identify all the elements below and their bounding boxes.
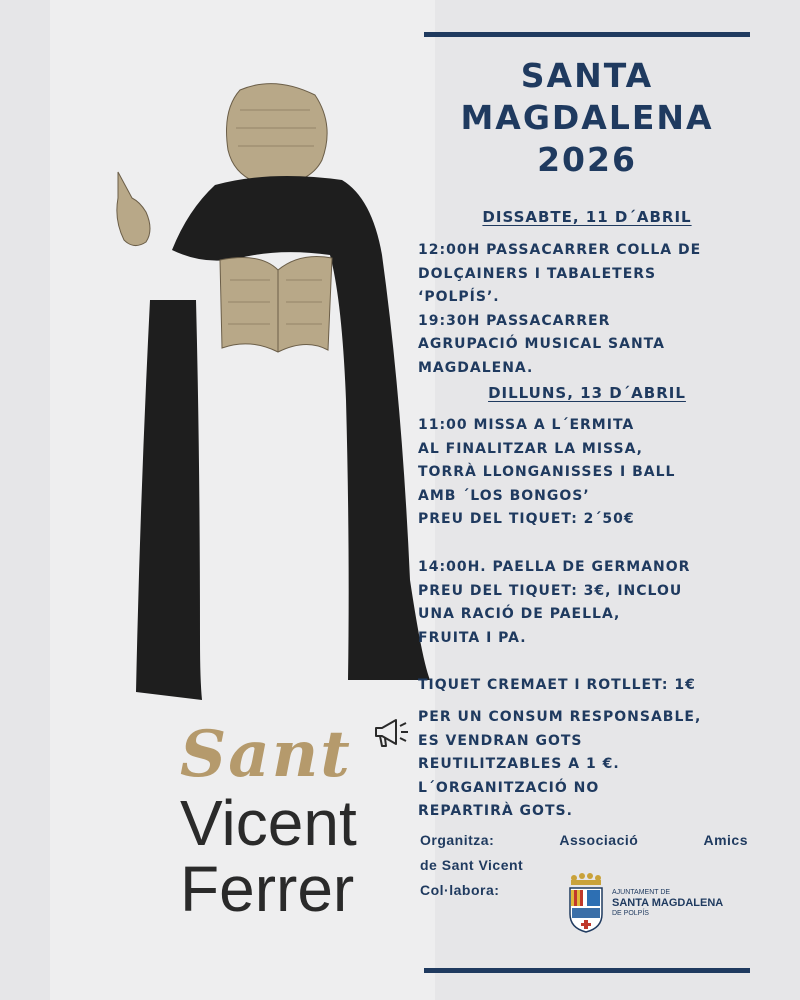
organizer-label: Organitza: xyxy=(420,832,495,848)
schedule-line: AMB ´LOS BONGOS’ xyxy=(418,487,590,504)
bottom-divider xyxy=(424,968,750,973)
saint-figure-illustration xyxy=(110,80,440,720)
notice-line: REPARTIRÀ GOTS. xyxy=(418,803,573,819)
schedule-line: PREU DEL TIQUET: 2´50€ xyxy=(418,511,635,527)
organizer-row xyxy=(420,828,748,853)
brand-word-sant: Sant xyxy=(180,717,352,792)
schedule-line: 12:00H PASSACARRER COLLA DE xyxy=(418,242,702,258)
notice-line: PER UN CONSUM RESPONSABLE, xyxy=(418,709,702,725)
schedule-line: ‘POLPÍS’. xyxy=(418,289,500,305)
title-line-3: 2026 xyxy=(537,140,637,179)
day-heading-saturday: DISSABTE, 11 D´ABRIL xyxy=(482,208,692,226)
notice-line: ES VENDRAN GOTS xyxy=(418,732,583,749)
cremaet-ticket: TIQUET CREMAET I ROTLLET: 1€ xyxy=(418,677,696,693)
responsible-consumption-notice xyxy=(418,706,758,824)
schedule-line: 11:00 MISSA A L´ERMITA xyxy=(418,417,635,433)
town-council-logo xyxy=(566,872,723,934)
organizer-name-part1: Associació xyxy=(559,832,639,848)
schedule-line: AGRUPACIÓ MUSICAL SANTA xyxy=(418,336,665,352)
illustration-panel xyxy=(50,0,435,1000)
brand-word-vicent: Vicent xyxy=(180,787,357,859)
day-heading-monday: DILLUNS, 13 D´ABRIL xyxy=(488,384,686,402)
paella-line: UNA RACIÓ DE PAELLA, xyxy=(418,606,621,622)
organizer-name-part2: Amics xyxy=(703,832,748,848)
title-line-1: SANTA xyxy=(520,56,654,95)
paella-line: 14:00H. PAELLA DE GERMANOR xyxy=(418,559,691,575)
paella-line: FRUITA I PA. xyxy=(418,629,527,646)
notice-line: REUTILITZABLES A 1 €. xyxy=(418,756,620,772)
organizer-name-line2: de Sant Vicent xyxy=(420,857,524,873)
event-title xyxy=(424,55,750,181)
title-line-2: MAGDALENA xyxy=(460,98,714,137)
megaphone-icon xyxy=(370,708,412,750)
brand-word-ferrer: Ferrer xyxy=(180,853,355,925)
schedule-line: TORRÀ LLONGANISSES I BALL xyxy=(418,464,676,480)
paella-info xyxy=(418,556,758,650)
notice-line: L´ORGANITZACIÓ NO xyxy=(418,779,600,796)
monday-schedule xyxy=(418,414,758,532)
logo-text xyxy=(612,888,723,918)
schedule-line: 19:30H PASSACARRER xyxy=(418,312,611,329)
coat-of-arms-icon xyxy=(566,872,606,934)
schedule-line: DOLÇAINERS I TABALETERS xyxy=(418,265,657,282)
logo-line-1: AJUNTAMENT DE xyxy=(612,889,671,896)
schedule-line: MAGDALENA. xyxy=(418,359,534,376)
logo-line-3: DE POLPÍS xyxy=(612,910,649,917)
brand-title xyxy=(180,717,440,925)
saturday-schedule xyxy=(418,239,758,380)
paella-line: PREU DEL TIQUET: 3€, INCLOU xyxy=(418,582,683,599)
top-divider xyxy=(424,32,750,37)
logo-line-2: SANTA MAGDALENA xyxy=(612,897,724,909)
schedule-line: AL FINALITZAR LA MISSA, xyxy=(418,440,643,457)
collaborator-label: Col·labora: xyxy=(420,882,500,898)
